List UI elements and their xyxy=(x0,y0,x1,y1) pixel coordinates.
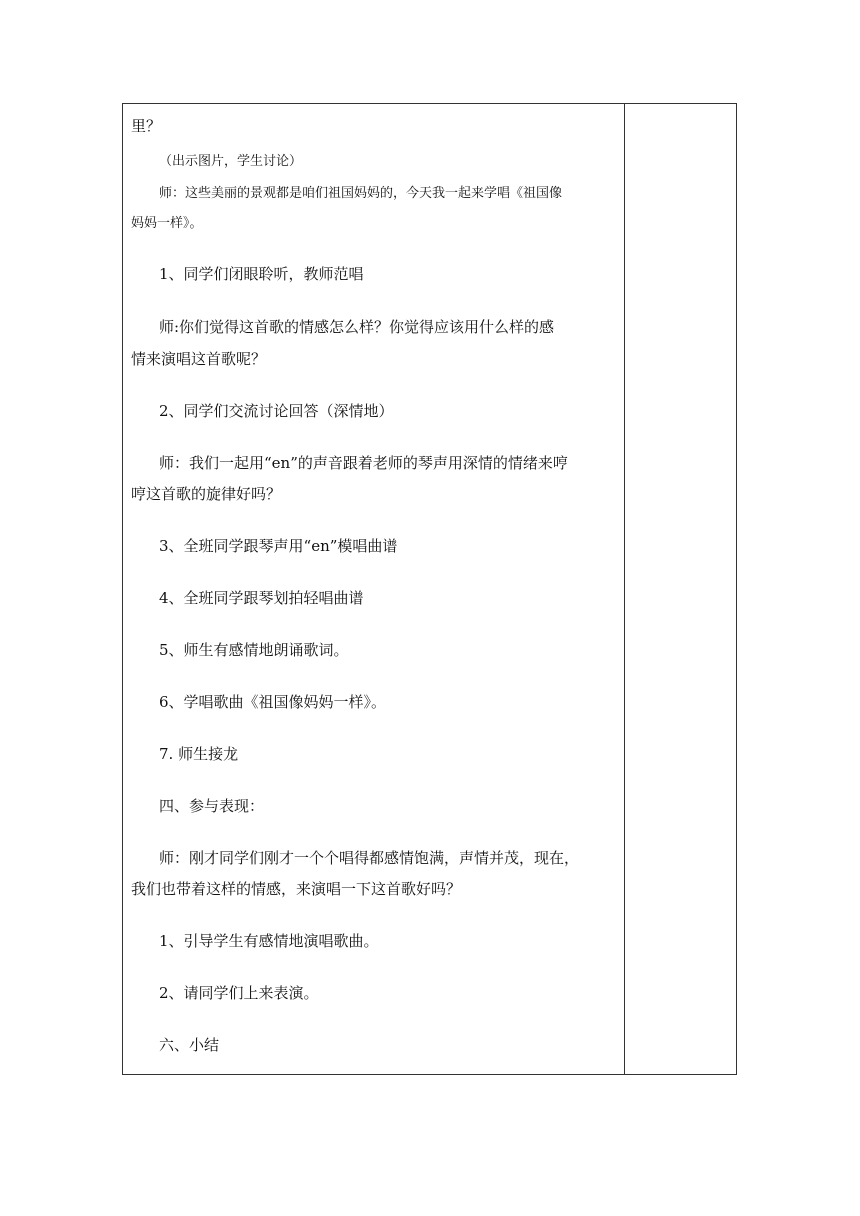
text-line: 师：我们一起用“en”的声音跟着老师的琴声用深情的情绪来哼 xyxy=(159,454,568,472)
text-line: 情来演唱这首歌呢？ xyxy=(131,350,267,368)
text-line: 四、参与表现： xyxy=(159,797,265,815)
text-line: 六、小结 xyxy=(159,1036,220,1054)
content-cell xyxy=(123,104,624,1074)
text-line: 师：刚才同学们刚才一个个唱得都感情饱满，声情并茂，现在， xyxy=(159,849,580,867)
text-line: 1、引导学生有感情地演唱歌曲。 xyxy=(159,932,379,950)
text-line: 师：这些美丽的景观都是咱们祖国妈妈的，今天我一起来学唱《祖国像 xyxy=(159,186,563,201)
text-line: 1、同学们闭眼聆听，教师范唱 xyxy=(159,265,364,283)
text-line: 2、请同学们上来表演。 xyxy=(159,984,319,1002)
text-line: 2、同学们交流讨论回答（深情地） xyxy=(159,402,394,420)
text-line: 师:你们觉得这首歌的情感怎么样？你觉得应该用什么样的感 xyxy=(159,318,555,336)
text-line: 我们也带着这样的情感，来演唱一下这首歌好吗？ xyxy=(131,880,462,898)
text-line: 里？ xyxy=(131,117,162,135)
text-line: 7. 师生接龙 xyxy=(159,745,239,763)
text-line: 5、师生有感情地朗诵歌词。 xyxy=(159,641,349,659)
text-line: 3、全班同学跟琴声用“en”模唱曲谱 xyxy=(159,537,398,555)
notes-cell xyxy=(625,104,736,1074)
text-line: 6、学唱歌曲《祖国像妈妈一样》。 xyxy=(159,693,387,711)
text-line: 哼这首歌的旋律好吗？ xyxy=(131,485,282,503)
text-line: （出示图片，学生讨论） xyxy=(159,154,303,169)
text-line: 妈妈一样》。 xyxy=(131,216,203,231)
lesson-table xyxy=(122,103,737,1075)
text-line: 4、全班同学跟琴划拍轻唱曲谱 xyxy=(159,589,364,607)
